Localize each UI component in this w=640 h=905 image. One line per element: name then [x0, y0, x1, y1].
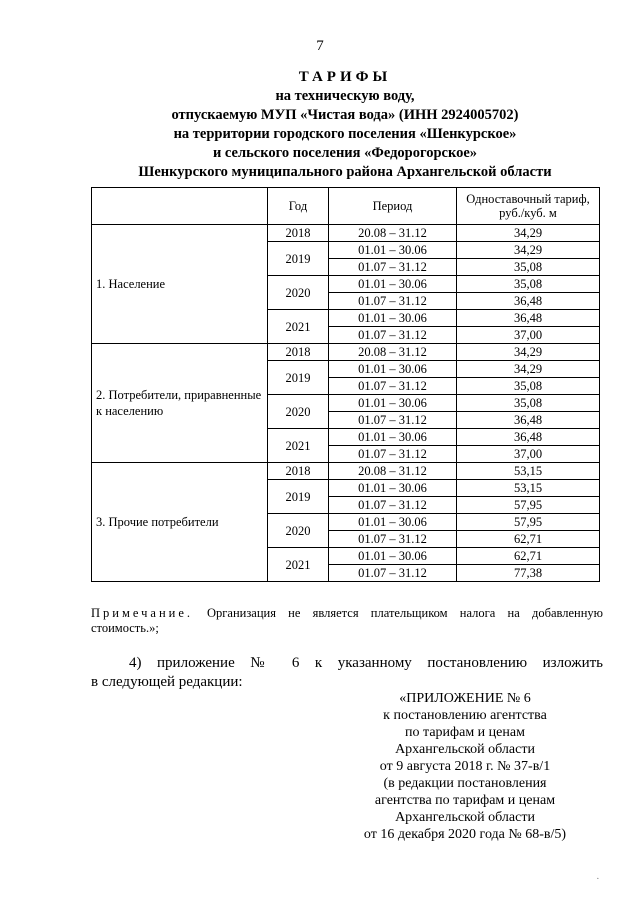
- tariff-cell: 36,48: [457, 293, 600, 310]
- period-cell: 20.08 – 31.12: [329, 225, 457, 242]
- amendment-line-2: в следующей редакции:: [91, 674, 243, 690]
- appendix-line: «ПРИЛОЖЕНИЕ № 6: [399, 691, 531, 706]
- appendix-line: Архангельской области: [395, 742, 535, 757]
- header-year: Год: [268, 188, 329, 225]
- period-cell: 20.08 – 31.12: [329, 463, 457, 480]
- tariff-cell: 57,95: [457, 497, 600, 514]
- year-cell: 2021: [268, 429, 329, 463]
- period-cell: 20.08 – 31.12: [329, 344, 457, 361]
- tariff-cell: 35,08: [457, 395, 600, 412]
- tariff-cell: 53,15: [457, 480, 600, 497]
- tariff-cell: 34,29: [457, 242, 600, 259]
- consumer-category: 2. Потребители, приравненные к населению: [92, 344, 268, 463]
- heading-supplier: отпускаемую МУП «Чистая вода» (ИНН 2924005702): [171, 107, 519, 123]
- heading-district: Шенкурского муниципального района Архангельской области: [138, 164, 552, 180]
- note: [91, 606, 603, 636]
- period-cell: 01.01 – 30.06: [329, 480, 457, 497]
- period-cell: 01.01 – 30.06: [329, 395, 457, 412]
- period-cell: 01.01 – 30.06: [329, 548, 457, 565]
- tariff-cell: 35,08: [457, 276, 600, 293]
- appendix-line: Архангельской области: [395, 810, 535, 825]
- period-cell: 01.01 – 30.06: [329, 361, 457, 378]
- period-cell: 01.01 – 30.06: [329, 276, 457, 293]
- period-cell: 01.07 – 31.12: [329, 327, 457, 344]
- tariff-cell: 37,00: [457, 446, 600, 463]
- year-cell: 2019: [268, 361, 329, 395]
- period-cell: 01.07 – 31.12: [329, 259, 457, 276]
- consumer-category: 3. Прочие потребители: [92, 463, 268, 582]
- amendment-paragraph: [91, 654, 603, 692]
- period-cell: 01.01 – 30.06: [329, 514, 457, 531]
- heading-title: ТАРИФЫ: [298, 69, 392, 85]
- tariff-cell: 57,95: [457, 514, 600, 531]
- year-cell: 2019: [268, 480, 329, 514]
- period-cell: 01.07 – 31.12: [329, 378, 457, 395]
- period-cell: 01.07 – 31.12: [329, 293, 457, 310]
- appendix-line: от 9 августа 2018 г. № 37-в/1: [379, 759, 551, 774]
- heading-territory-rural: и сельского поселения «Федорогорское»: [212, 145, 478, 161]
- table-row: [92, 463, 600, 480]
- period-cell: 01.07 – 31.12: [329, 531, 457, 548]
- period-cell: 01.01 – 30.06: [329, 310, 457, 327]
- period-cell: 01.07 – 31.12: [329, 412, 457, 429]
- tariff-cell: 62,71: [457, 531, 600, 548]
- period-cell: 01.01 – 30.06: [329, 242, 457, 259]
- page-number: 7: [316, 38, 324, 54]
- tariff-cell: 62,71: [457, 548, 600, 565]
- table-header-row: [92, 188, 600, 225]
- year-cell: 2018: [268, 225, 329, 242]
- header-category: [92, 188, 268, 225]
- corner-mark: ·: [596, 873, 600, 885]
- year-cell: 2019: [268, 242, 329, 276]
- year-cell: 2018: [268, 344, 329, 361]
- consumer-category: 1. Население: [92, 225, 268, 344]
- tariff-table: [91, 187, 600, 582]
- year-cell: 2020: [268, 395, 329, 429]
- header-tariff: Одноставочный тариф, руб./куб. м: [457, 188, 600, 225]
- table-row: [92, 225, 600, 242]
- appendix-line: от 16 декабря 2020 года № 68-в/5): [363, 827, 567, 842]
- note-text: Организация не является плательщиком налога на добавленную стоимость.»;: [91, 606, 603, 635]
- header-period: Период: [329, 188, 457, 225]
- tariff-cell: 36,48: [457, 412, 600, 429]
- appendix-line: к постановлению агентства: [383, 708, 547, 723]
- tariff-cell: 36,48: [457, 429, 600, 446]
- year-cell: 2021: [268, 548, 329, 582]
- heading-subject: на техническую воду,: [275, 88, 415, 104]
- tariff-cell: 35,08: [457, 378, 600, 395]
- period-cell: 01.07 – 31.12: [329, 497, 457, 514]
- tariff-cell: 34,29: [457, 344, 600, 361]
- year-cell: 2018: [268, 463, 329, 480]
- year-cell: 2020: [268, 514, 329, 548]
- tariff-cell: 77,38: [457, 565, 600, 582]
- appendix-line: по тарифам и ценам: [405, 725, 525, 740]
- tariff-table-body: [92, 225, 600, 582]
- appendix-block: [330, 690, 600, 843]
- period-cell: 01.07 – 31.12: [329, 446, 457, 463]
- year-cell: 2020: [268, 276, 329, 310]
- tariff-cell: 36,48: [457, 310, 600, 327]
- tariff-cell: 34,29: [457, 225, 600, 242]
- tariff-cell: 34,29: [457, 361, 600, 378]
- tariff-cell: 37,00: [457, 327, 600, 344]
- note-label: Примечание.: [91, 606, 194, 620]
- tariff-cell: 35,08: [457, 259, 600, 276]
- year-cell: 2021: [268, 310, 329, 344]
- appendix-line: агентства по тарифам и ценам: [374, 793, 556, 808]
- period-cell: 01.07 – 31.12: [329, 565, 457, 582]
- heading-territory-urban: на территории городского поселения «Шенкурское»: [173, 126, 517, 142]
- amendment-line-1: 4) приложение № 6 к указанному постановлению изложить: [129, 655, 603, 671]
- table-row: [92, 344, 600, 361]
- appendix-line: (в редакции постановления: [383, 776, 547, 791]
- document-heading: [80, 68, 610, 182]
- tariff-cell: 53,15: [457, 463, 600, 480]
- period-cell: 01.01 – 30.06: [329, 429, 457, 446]
